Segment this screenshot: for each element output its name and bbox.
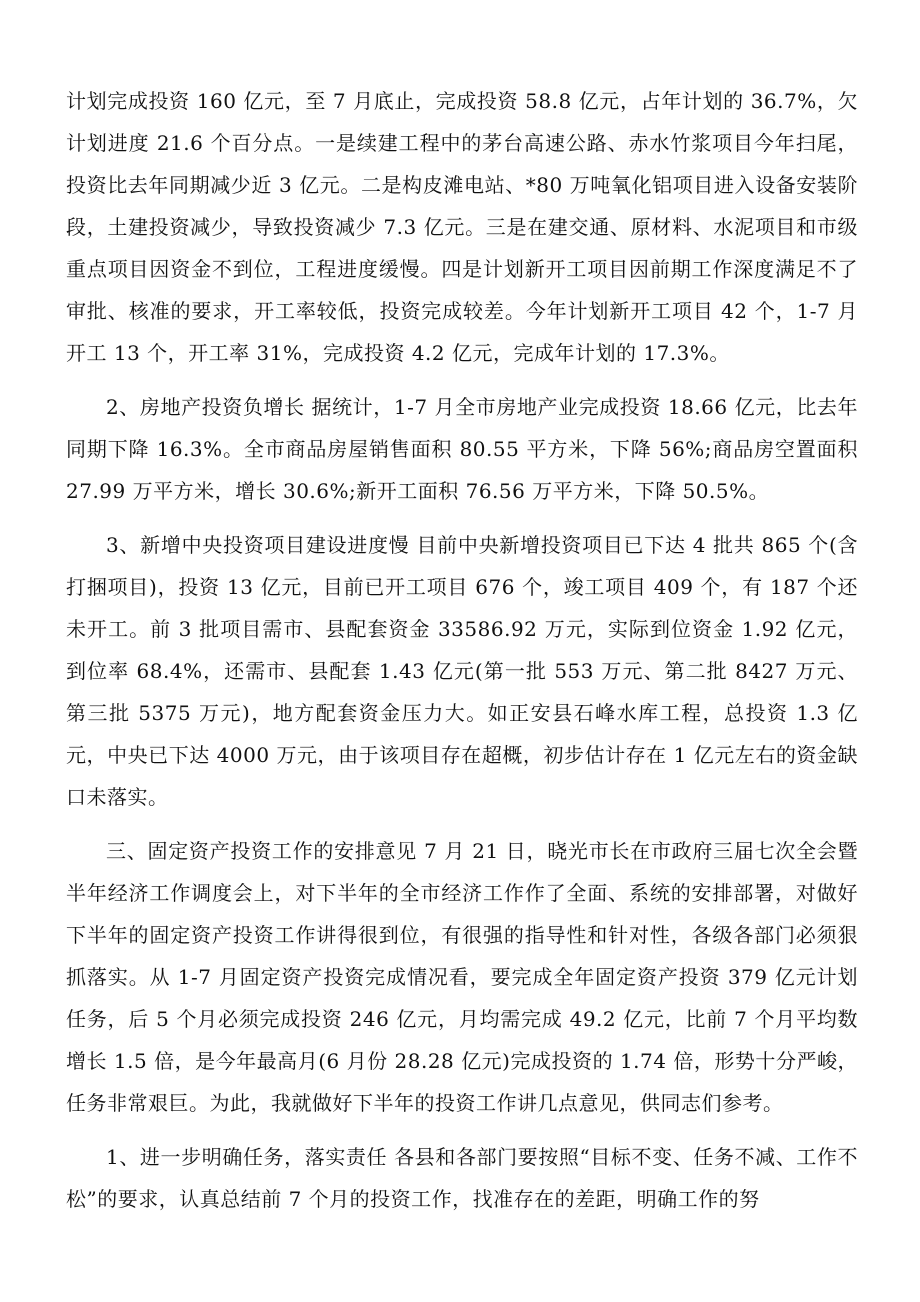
paragraph-investment-progress: 计划完成投资 160 亿元，至 7 月底止，完成投资 58.8 亿元，占年计划的 36.7%，欠计划进度 21.6 个百分点。一是续建工程中的茅台高速公路、赤水竹浆项目今年扫尾，投资比去年同期减少近 3 亿元。二是构皮滩电站、*80 万吨氧化铝项目进入设备安装阶段，土建投资减少，导致投资减少 7.3 亿元。三是在建交通、原材料、水泥项目和市级重点项目因资金不到位，工程进度缓慢。四是计划新开工项目因前期工作深度满足不了审批、核准的要求，开工率较低，投资完成较差。今年计划新开工项目 42 个，1-7 月开工 13 个，开工率 31%，完成投资 4.2 亿元，完成年计划的 17.3%。: [66, 89, 858, 365]
paragraph-arrangement-opinions: 三、固定资产投资工作的安排意见 7 月 21 日，晓光市长在市政府三届七次全会暨半年经济工作调度会上，对下半年的全市经济工作作了全面、系统的安排部署，对做好下半年的固定资产投资工作讲得很到位，有很强的指导性和针对性，各级各部门必须狠抓落实。从 1-7 月固定资产投资完成情况看，要完成全年固定资产投资 379 亿元计划任务，后 5 个月必须完成投资 246 亿元，月均需完成 49.2 亿元，比前 7 个月平均数增长 1.5 倍，是今年最高月(6 月份 28.28 亿元)完成投资的 1.74 倍，形势十分严峻，任务非常艰巨。为此，我就做好下半年的投资工作讲几点意见，供同志们参考。: [66, 839, 858, 1115]
paragraph-central-investment: 3、新增中央投资项目建设进度慢 目前中央新增投资项目已下达 4 批共 865 个(含打捆项目)，投资 13 亿元，目前已开工项目 676 个，竣工项目 409 个，有 187 个还未开工。前 3 批项目需市、县配套资金 33586.92 万元，实际到位资金 1.92 亿元，到位率 68.4%，还需市、县配套 1.43 亿元(第一批 553 万元、第二批 8427 万元、第三批 5375 万元)，地方配套资金压力大。如正安县石峰水库工程，总投资 1.3 亿元，中央已下达 4000 万元，由于该项目存在超概，初步估计存在 1 亿元左右的资金缺口未落实。: [66, 533, 858, 809]
paragraph-real-estate: 2、房地产投资负增长 据统计，1-7 月全市房地产业完成投资 18.66 亿元，比去年同期下降 16.3%。全市商品房屋销售面积 80.55 平方米，下降 56%;商品房空置面积 27.99 万平方米，增长 30.6%;新开工面积 76.56 万平方米，下降 50.5%。: [66, 395, 858, 503]
paragraph-clarify-tasks: 1、进一步明确任务，落实责任 各县和各部门要按照“目标不变、任务不减、工作不松”的要求，认真总结前 7 个月的投资工作，找准存在的差距，明确工作的努: [66, 1145, 858, 1211]
